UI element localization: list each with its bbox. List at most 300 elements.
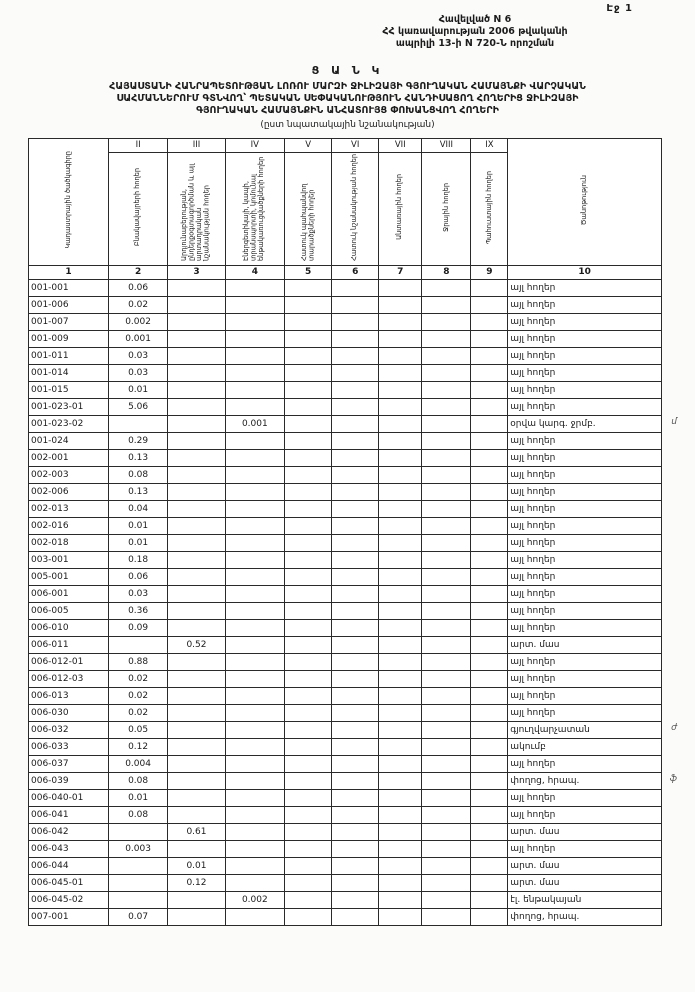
note-cell (508, 398, 662, 415)
water-area-cell (422, 857, 471, 874)
settlement-area-cell: 0.001 (108, 330, 167, 347)
cadastral-code-cell: 002-003 (29, 466, 109, 483)
reserve-area-cell (471, 772, 508, 789)
settlement-area-cell: 0.01 (108, 517, 167, 534)
industrial-area-cell (168, 772, 225, 789)
special-area-cell (332, 823, 379, 840)
industrial-area-cell: 0.12 (168, 874, 225, 891)
document-title (0, 64, 695, 130)
table-row (29, 840, 662, 857)
title-line-1: ՀԱՅԱՍՏԱՆԻ ՀԱՆՐԱՊԵՏՈՒԹՅԱՆ ԼՈՌՈՒ ՄԱՐԶԻ ՋԻԼԻԶԱՅԻ ԳՅՈՒՂԱԿԱՆ ՀԱՄԱՅՆՔԻ ՎԱՐՉԱԿԱՆ (109, 80, 586, 92)
note-text: այլ հողեր (510, 537, 556, 548)
cadastral-code-cell: 006-037 (29, 755, 109, 772)
note-text: այլ հողեր (510, 554, 556, 565)
column-number: 6 (332, 265, 379, 279)
table-body (29, 279, 677, 925)
title-heading: Ց Ա Ն Կ (311, 63, 384, 77)
industrial-area-cell (168, 568, 225, 585)
special-area-cell (332, 466, 379, 483)
water-area-cell (422, 840, 471, 857)
water-area-cell (422, 483, 471, 500)
note-text: ակումբ (510, 741, 546, 752)
reserve-area-cell (471, 279, 508, 296)
forest-area-cell (379, 483, 422, 500)
column-header-label: Հատուկ նշանակության հողեր (350, 153, 359, 261)
infrastructure-area-cell (225, 653, 284, 670)
cadastral-code-cell: 006-041 (29, 806, 109, 823)
settlement-area-cell: 0.29 (108, 432, 167, 449)
industrial-area-cell (168, 585, 225, 602)
infrastructure-area-cell (225, 772, 284, 789)
reserve-area-cell (471, 483, 508, 500)
industrial-area-cell: 0.52 (168, 636, 225, 653)
protected-area-cell (285, 534, 332, 551)
cadastral-code-cell: 001-006 (29, 296, 109, 313)
note-cell (508, 653, 662, 670)
note-text: այլ հողեր (510, 656, 556, 667)
industrial-area-cell (168, 534, 225, 551)
table-row (29, 721, 662, 738)
infrastructure-area-cell (225, 381, 284, 398)
infrastructure-area-cell (225, 517, 284, 534)
settlement-area-cell: 0.02 (108, 704, 167, 721)
note-cell (508, 568, 662, 585)
reserve-area-cell (471, 806, 508, 823)
table-row (29, 704, 662, 721)
protected-area-cell (285, 891, 332, 908)
cadastral-code-cell: 002-001 (29, 449, 109, 466)
cadastral-code-cell: 001-015 (29, 381, 109, 398)
note-text: այլ հողեր (510, 452, 556, 463)
settlement-area-cell (108, 823, 167, 840)
forest-area-cell (379, 619, 422, 636)
reserve-area-cell (471, 432, 508, 449)
special-area-cell (332, 347, 379, 364)
note-cell (508, 755, 662, 772)
settlement-area-cell: 0.09 (108, 619, 167, 636)
roman-numeral-VII: VII (379, 138, 422, 152)
table-row (29, 806, 662, 823)
protected-area-cell (285, 636, 332, 653)
cadastral-code-cell: 006-012-01 (29, 653, 109, 670)
infrastructure-area-cell (225, 330, 284, 347)
settlement-area-cell (108, 857, 167, 874)
table-row (29, 279, 662, 296)
note-text: այլ հողեր (510, 622, 556, 633)
note-cell (508, 721, 677, 738)
infrastructure-area-cell (225, 551, 284, 568)
table-row (29, 296, 662, 313)
water-area-cell (422, 415, 471, 432)
note-cell (508, 670, 662, 687)
table-header (29, 138, 662, 279)
protected-area-cell (285, 840, 332, 857)
industrial-area-cell (168, 449, 225, 466)
handwritten-margin-mark: ֆ (669, 773, 677, 784)
land-parcels-table (28, 138, 677, 926)
reserve-area-cell (471, 721, 508, 738)
note-text: արտ. մաս (510, 877, 560, 888)
forest-area-cell (379, 602, 422, 619)
water-area-cell (422, 568, 471, 585)
reserve-area-cell (471, 840, 508, 857)
note-cell (508, 466, 662, 483)
special-area-cell (332, 551, 379, 568)
settlement-area-cell (108, 636, 167, 653)
industrial-area-cell (168, 364, 225, 381)
protected-area-cell (285, 721, 332, 738)
water-area-cell (422, 279, 471, 296)
note-text: այլ հողեր (510, 469, 556, 480)
protected-area-cell (285, 364, 332, 381)
settlement-area-cell: 0.03 (108, 364, 167, 381)
column-header-industrial-lands (168, 152, 225, 265)
reserve-area-cell (471, 415, 508, 432)
forest-area-cell (379, 908, 422, 925)
appendix-line-2: ՀՀ կառավարության 2006 թվականի (382, 25, 568, 37)
protected-area-cell (285, 415, 332, 432)
note-text: այլ հողեր (510, 367, 556, 378)
note-text: այլ հողեր (510, 792, 556, 803)
column-header-label: Արդյունաբերության, ընդերքօգտագործման և այլ արտադրական նշանակության հողեր (180, 163, 212, 262)
reserve-area-cell (471, 296, 508, 313)
forest-area-cell (379, 551, 422, 568)
table-row (29, 483, 662, 500)
note-cell (508, 806, 662, 823)
protected-area-cell (285, 653, 332, 670)
protected-area-cell (285, 738, 332, 755)
title-subtitle: (ըստ նպատակային նշանակության) (260, 119, 435, 130)
settlement-area-cell (108, 874, 167, 891)
note-cell (508, 330, 662, 347)
forest-area-cell (379, 568, 422, 585)
water-area-cell (422, 398, 471, 415)
cadastral-code-cell: 006-045-01 (29, 874, 109, 891)
forest-area-cell (379, 840, 422, 857)
note-cell (508, 823, 662, 840)
settlement-area-cell: 0.03 (108, 585, 167, 602)
note-cell (508, 364, 662, 381)
reserve-area-cell (471, 687, 508, 704)
infrastructure-area-cell (225, 432, 284, 449)
note-cell (508, 381, 662, 398)
protected-area-cell (285, 551, 332, 568)
industrial-area-cell (168, 704, 225, 721)
protected-area-cell (285, 381, 332, 398)
note-cell (508, 585, 662, 602)
infrastructure-area-cell (225, 908, 284, 925)
table-row (29, 619, 662, 636)
roman-numeral-row (29, 138, 662, 152)
water-area-cell (422, 687, 471, 704)
note-cell (508, 551, 662, 568)
industrial-area-cell (168, 806, 225, 823)
roman-numeral-V: V (285, 138, 332, 152)
special-area-cell (332, 789, 379, 806)
water-area-cell (422, 670, 471, 687)
infrastructure-area-cell (225, 500, 284, 517)
settlement-area-cell: 0.02 (108, 670, 167, 687)
table-row (29, 381, 662, 398)
forest-area-cell (379, 636, 422, 653)
settlement-area-cell: 0.13 (108, 449, 167, 466)
special-area-cell (332, 738, 379, 755)
roman-numeral-VIII: VIII (422, 138, 471, 152)
industrial-area-cell (168, 602, 225, 619)
table-row (29, 857, 662, 874)
special-area-cell (332, 891, 379, 908)
forest-area-cell (379, 704, 422, 721)
settlement-area-cell: 0.004 (108, 755, 167, 772)
roman-numeral-VI: VI (332, 138, 379, 152)
column-header-cadastral-code (29, 138, 109, 265)
note-text: այլ հողեր (510, 707, 556, 718)
column-number: 7 (379, 265, 422, 279)
note-cell (508, 840, 662, 857)
forest-area-cell (379, 466, 422, 483)
industrial-area-cell (168, 517, 225, 534)
note-cell (508, 789, 662, 806)
column-header-reserve-lands (471, 152, 508, 265)
infrastructure-area-cell (225, 466, 284, 483)
forest-area-cell (379, 772, 422, 789)
table-row (29, 517, 662, 534)
note-cell (508, 772, 677, 789)
forest-area-cell (379, 874, 422, 891)
note-cell (508, 296, 662, 313)
protected-area-cell (285, 398, 332, 415)
note-cell (508, 432, 662, 449)
water-area-cell (422, 806, 471, 823)
industrial-area-cell (168, 891, 225, 908)
special-area-cell (332, 772, 379, 789)
table-row (29, 789, 662, 806)
water-area-cell (422, 619, 471, 636)
settlement-area-cell: 0.003 (108, 840, 167, 857)
protected-area-cell (285, 483, 332, 500)
protected-area-cell (285, 874, 332, 891)
reserve-area-cell (471, 500, 508, 517)
column-number: 3 (168, 265, 225, 279)
appendix-line-3: ապրիլի 13-ի N 720-Ն որոշման (395, 37, 555, 49)
industrial-area-cell (168, 908, 225, 925)
protected-area-cell (285, 279, 332, 296)
settlement-area-cell: 0.06 (108, 279, 167, 296)
note-text: այլ հողեր (510, 435, 556, 446)
cadastral-code-cell: 006-033 (29, 738, 109, 755)
special-area-cell (332, 687, 379, 704)
column-number: 4 (225, 265, 284, 279)
protected-area-cell (285, 432, 332, 449)
reserve-area-cell (471, 874, 508, 891)
roman-numeral-IV: IV (225, 138, 284, 152)
special-area-cell (332, 517, 379, 534)
forest-area-cell (379, 517, 422, 534)
infrastructure-area-cell (225, 670, 284, 687)
note-text: այլ հողեր (510, 673, 556, 684)
forest-area-cell (379, 670, 422, 687)
note-cell (508, 738, 662, 755)
industrial-area-cell (168, 313, 225, 330)
water-area-cell (422, 755, 471, 772)
special-area-cell (332, 840, 379, 857)
infrastructure-area-cell (225, 619, 284, 636)
industrial-area-cell (168, 432, 225, 449)
protected-area-cell (285, 347, 332, 364)
settlement-area-cell (108, 891, 167, 908)
table-row (29, 602, 662, 619)
appendix-header (310, 14, 640, 50)
column-number: 9 (471, 265, 508, 279)
settlement-area-cell: 0.05 (108, 721, 167, 738)
cadastral-code-cell: 006-005 (29, 602, 109, 619)
special-area-cell (332, 585, 379, 602)
cadastral-code-cell: 006-013 (29, 687, 109, 704)
reserve-area-cell (471, 330, 508, 347)
infrastructure-area-cell (225, 704, 284, 721)
protected-area-cell (285, 313, 332, 330)
column-number-row (29, 265, 662, 279)
column-number: 2 (108, 265, 167, 279)
settlement-area-cell: 0.03 (108, 347, 167, 364)
water-area-cell (422, 772, 471, 789)
cadastral-code-cell: 006-011 (29, 636, 109, 653)
table-row (29, 534, 662, 551)
infrastructure-area-cell (225, 755, 284, 772)
reserve-area-cell (471, 398, 508, 415)
reserve-area-cell (471, 466, 508, 483)
column-header-label: Կադաստրային ծածկագիրը (63, 151, 72, 249)
special-area-cell (332, 619, 379, 636)
water-area-cell (422, 891, 471, 908)
table-row (29, 908, 662, 925)
water-area-cell (422, 500, 471, 517)
cadastral-code-cell: 006-012-03 (29, 670, 109, 687)
special-area-cell (332, 806, 379, 823)
infrastructure-area-cell (225, 568, 284, 585)
water-area-cell (422, 517, 471, 534)
table-row (29, 568, 662, 585)
reserve-area-cell (471, 789, 508, 806)
water-area-cell (422, 364, 471, 381)
settlement-area-cell: 0.01 (108, 534, 167, 551)
water-area-cell (422, 313, 471, 330)
cadastral-code-cell: 006-001 (29, 585, 109, 602)
infrastructure-area-cell (225, 857, 284, 874)
table-row (29, 823, 662, 840)
cadastral-code-cell: 005-001 (29, 568, 109, 585)
page-number-label: Էջ 1 (606, 3, 633, 14)
cadastral-code-cell: 001-023-02 (29, 415, 109, 432)
forest-area-cell (379, 653, 422, 670)
note-text: այլ հողեր (510, 316, 556, 327)
cadastral-code-cell: 006-039 (29, 772, 109, 789)
special-area-cell (332, 857, 379, 874)
reserve-area-cell (471, 517, 508, 534)
note-text: այլ հողեր (510, 690, 556, 701)
note-cell (508, 619, 662, 636)
protected-area-cell (285, 755, 332, 772)
cadastral-code-cell: 001-007 (29, 313, 109, 330)
forest-area-cell (379, 823, 422, 840)
forest-area-cell (379, 857, 422, 874)
protected-area-cell (285, 670, 332, 687)
infrastructure-area-cell (225, 534, 284, 551)
water-area-cell (422, 823, 471, 840)
note-cell (508, 687, 662, 704)
cadastral-code-cell: 001-024 (29, 432, 109, 449)
special-area-cell (332, 313, 379, 330)
forest-area-cell (379, 432, 422, 449)
table-row (29, 415, 662, 432)
column-number: 5 (285, 265, 332, 279)
forest-area-cell (379, 738, 422, 755)
reserve-area-cell (471, 636, 508, 653)
water-area-cell (422, 721, 471, 738)
note-cell (508, 636, 662, 653)
note-cell (508, 517, 662, 534)
infrastructure-area-cell: 0.001 (225, 415, 284, 432)
note-text: այլ հողեր (510, 350, 556, 361)
industrial-area-cell (168, 330, 225, 347)
settlement-area-cell: 0.01 (108, 789, 167, 806)
special-area-cell (332, 415, 379, 432)
column-number: 10 (508, 265, 662, 279)
column-header-infrastructure-lands (225, 152, 284, 265)
note-cell (508, 908, 662, 925)
special-area-cell (332, 279, 379, 296)
settlement-area-cell: 5.06 (108, 398, 167, 415)
note-cell (508, 347, 662, 364)
table-row (29, 466, 662, 483)
table-row (29, 653, 662, 670)
column-header-forest-lands (379, 152, 422, 265)
cadastral-code-cell: 002-013 (29, 500, 109, 517)
cadastral-code-cell: 001-023-01 (29, 398, 109, 415)
note-cell (508, 500, 662, 517)
forest-area-cell (379, 721, 422, 738)
protected-area-cell (285, 296, 332, 313)
column-header-label: Անտառային հողեր (395, 174, 404, 241)
column-header-label: Պահուստային հողեր (484, 170, 493, 244)
reserve-area-cell (471, 908, 508, 925)
note-text: այլ հողեր (510, 605, 556, 616)
settlement-area-cell: 0.07 (108, 908, 167, 925)
cadastral-code-cell: 002-018 (29, 534, 109, 551)
reserve-area-cell (471, 704, 508, 721)
column-header-settlement-lands (108, 152, 167, 265)
note-text: էլ. ենթակայան (510, 894, 582, 905)
cadastral-code-cell: 002-016 (29, 517, 109, 534)
note-text: արտ. մաս (510, 826, 560, 837)
reserve-area-cell (471, 823, 508, 840)
cadastral-code-cell: 006-044 (29, 857, 109, 874)
note-cell (508, 602, 662, 619)
forest-area-cell (379, 534, 422, 551)
special-area-cell (332, 296, 379, 313)
protected-area-cell (285, 806, 332, 823)
table-row (29, 449, 662, 466)
protected-area-cell (285, 857, 332, 874)
reserve-area-cell (471, 585, 508, 602)
protected-area-cell (285, 330, 332, 347)
special-area-cell (332, 704, 379, 721)
forest-area-cell (379, 381, 422, 398)
protected-area-cell (285, 687, 332, 704)
infrastructure-area-cell (225, 687, 284, 704)
column-header-water-lands (422, 152, 471, 265)
note-text: այլ հողեր (510, 299, 556, 310)
